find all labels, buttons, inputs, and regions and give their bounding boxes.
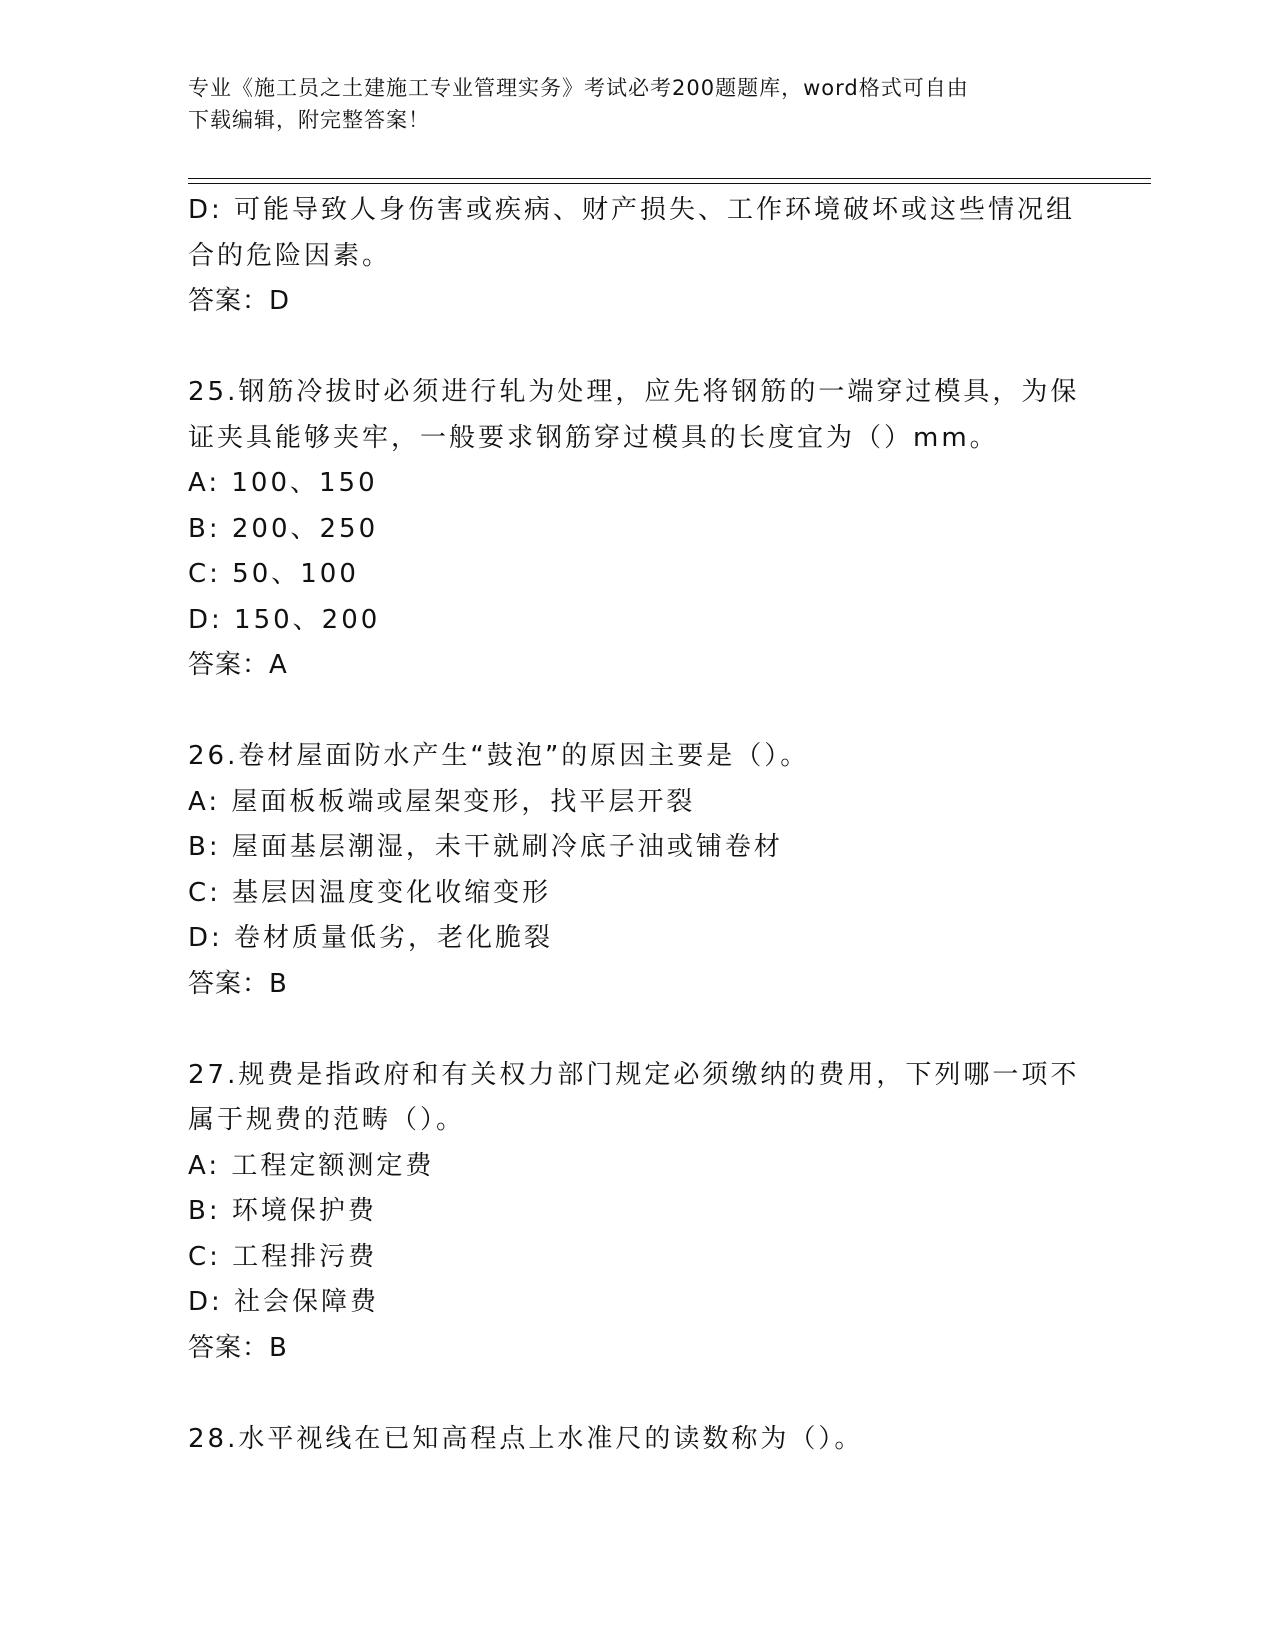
spacer bbox=[188, 1007, 1088, 1053]
question-stem: 27.规费是指政府和有关权力部门规定必须缴纳的费用，下列哪一项不 bbox=[188, 1059, 1080, 1090]
answer: 答案：A bbox=[188, 650, 288, 680]
question-28 bbox=[188, 1417, 1088, 1463]
option-d: D: 卷材质量低劣，老化脆裂 bbox=[188, 923, 554, 953]
question-content bbox=[188, 188, 1088, 1462]
question-stem: 25.钢筋冷拔时必须进行轧为处理，应先将钢筋的一端穿过模具，为保 bbox=[188, 377, 1080, 407]
answer: 答案：B bbox=[188, 968, 288, 999]
spacer bbox=[188, 689, 1088, 735]
question-25 bbox=[188, 370, 1088, 689]
header-line-1: 专业《施工员之土建施工专业管理实务》考试必考200题题库，word格式可自由 bbox=[188, 76, 969, 100]
option-d-continued: 合的危险因素。 bbox=[188, 240, 392, 271]
option-b: B: 屋面基层潮湿，未干就刷冷底子油或铺卷材 bbox=[188, 832, 783, 862]
option-d: D: 可能导致人身伤害或疾病、财产损失、工作环境破坏或这些情况组 bbox=[188, 195, 1076, 225]
spacer bbox=[188, 1371, 1088, 1417]
spacer bbox=[188, 325, 1088, 371]
option-c: C: 工程排污费 bbox=[188, 1241, 378, 1272]
question-stem: 28.水平视线在已知高程点上水准尺的读数称为（）。 bbox=[188, 1423, 864, 1454]
document-header bbox=[188, 72, 1088, 136]
option-a: A: 工程定额测定费 bbox=[188, 1150, 435, 1181]
option-a: A: 屋面板板端或屋架变形，找平层开裂 bbox=[188, 786, 696, 817]
answer: 答案：B bbox=[188, 1332, 288, 1363]
header-rule-top bbox=[188, 178, 1151, 179]
answer: 答案：D bbox=[188, 286, 291, 316]
question-27 bbox=[188, 1053, 1088, 1372]
option-d: D: 150、200 bbox=[188, 604, 381, 635]
option-b: B: 200、250 bbox=[188, 513, 379, 544]
option-d: D: 社会保障费 bbox=[188, 1287, 380, 1317]
option-c: C: 基层因温度变化收缩变形 bbox=[188, 877, 552, 908]
question-26 bbox=[188, 734, 1088, 1007]
question-stem-continued: 属于规费的范畴（）。 bbox=[188, 1105, 466, 1135]
question-stem: 26.卷材屋面防水产生“鼓泡”的原因主要是（）。 bbox=[188, 741, 810, 771]
header-line-2: 下载编辑，附完整答案！ bbox=[188, 108, 430, 132]
option-b: B: 环境保护费 bbox=[188, 1196, 377, 1226]
header-rule-bottom bbox=[188, 183, 1151, 184]
option-c: C: 50、100 bbox=[188, 559, 359, 589]
question-stem-continued: 证夹具能够夹牢，一般要求钢筋穿过模具的长度宜为（）mm。 bbox=[188, 422, 999, 453]
question-24-tail bbox=[188, 188, 1088, 325]
option-a: A: 100、150 bbox=[188, 468, 378, 498]
